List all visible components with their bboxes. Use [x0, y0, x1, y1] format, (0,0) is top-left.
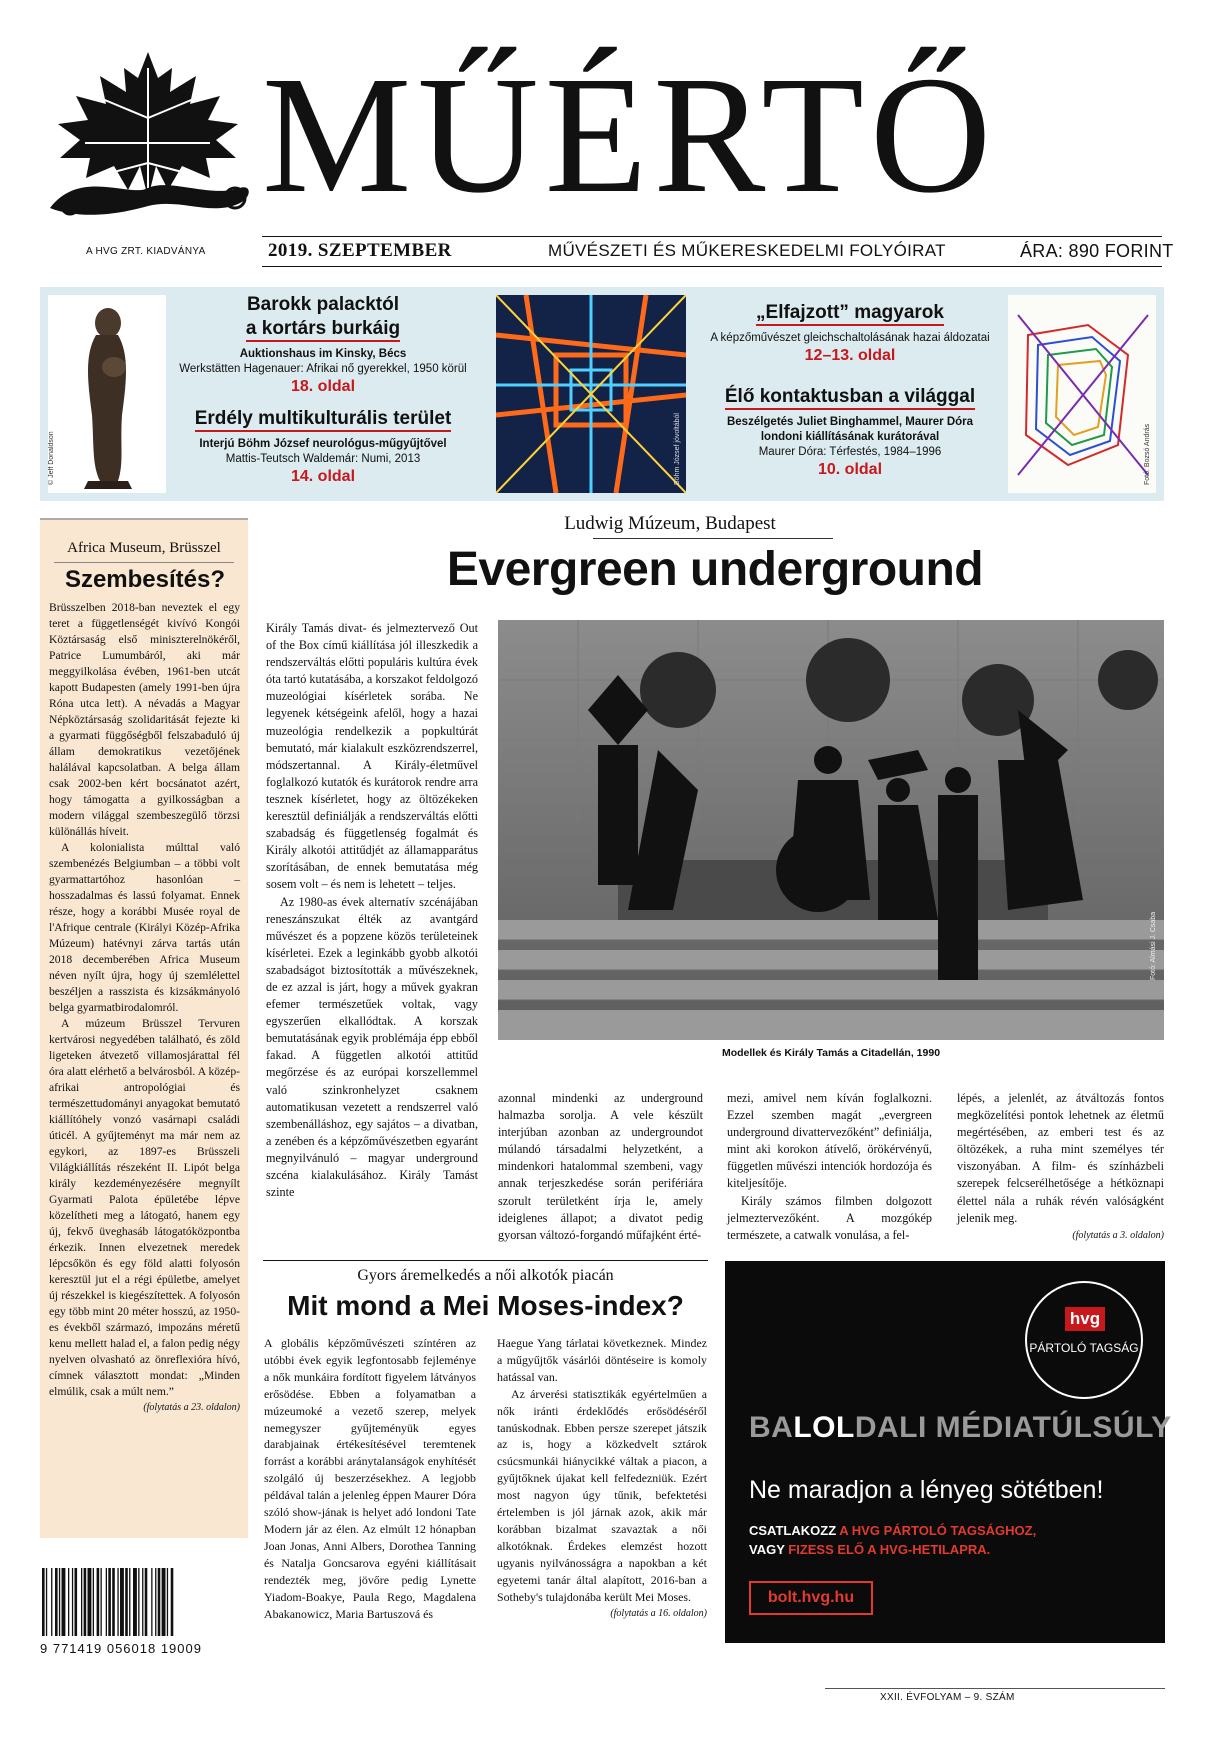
main-headline: Evergreen underground	[446, 543, 984, 596]
teaser-baroque-headline-2: a kortárs burkáig	[246, 318, 400, 342]
teaser-baroque-caption: Werkstätten Hagenauer: Afrikai nő gyerekkel, 1950 körül	[179, 363, 467, 375]
barcode-bar	[151, 1568, 152, 1636]
sidebar-title: Szembesítés?	[64, 566, 226, 593]
barcode-bar	[88, 1568, 92, 1636]
barcode-bar	[51, 1568, 52, 1636]
main-paragraph: Király Tamás divat- és jelmeztervező Out of the Box című kiállítása jól illeszkedik a rendszerváltás előtti populáris kultúra évek óta tartó kutatásába, a korszakot feldolgozó muzeológiai kísérletek sorába. Ne legyenek kétségeink afelől, hogy a hazai muzeológia rendelkezik a popkultúrát bemutató, már kialakult eszközrendszerrel, módszertannal. A Király-életművel foglalkozó kutatók és kurátorok rendre arra tesznek kísérletet, hogy az öltözékeken keresztül definiálják a rendszerváltás előtti szabadság és függetlenség fogalmát és Király alkotói attitűdjét az államapparátus szorításában, de ennek bemutatása még sosem volt – és nem is lehetett – teljes.	[266, 621, 478, 892]
masthead-rule	[262, 236, 1162, 237]
main-continued[interactable]: (folytatás a 3. oldalon)	[1072, 1229, 1164, 1241]
barcode-bar	[101, 1568, 102, 1636]
sidebar-article	[40, 518, 248, 1538]
statue-photo-credit: © Jeff Donaldson	[48, 431, 55, 485]
mei-moses-headline: Mit mond a Mei Moses-index?	[287, 1290, 684, 1321]
barcode-bar	[138, 1568, 139, 1636]
ad-headline-highlight: LOL	[793, 1411, 855, 1444]
mei-moses-kicker: Gyors áremelkedés a női alkotók piacán	[357, 1267, 614, 1284]
main-col-4	[957, 1090, 1164, 1244]
newspaper-title: MŰÉRTŐ	[262, 42, 998, 228]
barcode-bar	[129, 1568, 130, 1636]
barcode-bar	[158, 1568, 161, 1636]
hvg-logo-tag: PÁRTOLÓ TAGSÁG	[1029, 1341, 1139, 1355]
barcode-bar	[84, 1568, 87, 1636]
teaser-baroque-headline-1: Barokk palacktól	[246, 294, 400, 315]
barcode-bar	[142, 1568, 143, 1636]
main-photo[interactable]	[498, 620, 1164, 1040]
teaser-maurer[interactable]	[700, 385, 1000, 480]
ad-shop-button[interactable]: bolt.hvg.hu	[749, 1581, 873, 1615]
maurer-painting-image[interactable]	[1008, 295, 1156, 493]
ad-cta-text: VAGY	[749, 1542, 789, 1557]
barcode-bar	[106, 1568, 107, 1636]
barcode-bar	[117, 1568, 118, 1636]
teaser-maurer-headline: Élő kontaktusban a világgal	[725, 386, 975, 410]
ad-cta-highlight: A HVG PÁRTOLÓ TAGSÁGHOZ,	[839, 1523, 1037, 1538]
mei-moses-paragraph: Haegue Yang tárlatai következnek. Mindez a műgyűjtők vásárlói döntéseire is komoly hatással van.	[497, 1336, 707, 1384]
barcode-bar	[68, 1568, 69, 1636]
abstract-painting-credit: Böhm József jóvoltából	[674, 413, 681, 485]
barcode-bar	[120, 1568, 124, 1636]
barcode-bar	[93, 1568, 94, 1636]
ad-cta-text: CSATLAKOZZ	[749, 1523, 840, 1538]
teaser-erdely[interactable]	[178, 407, 468, 487]
issue-number: XXII. ÉVFOLYAM – 9. SZÁM	[880, 1692, 1015, 1703]
sidebar-kicker-rule	[54, 562, 234, 563]
mei-moses-col-1	[264, 1335, 476, 1622]
abstract-painting-image[interactable]	[496, 295, 686, 493]
barcode-bar	[62, 1568, 66, 1636]
ad-slogan: Ne maradjon a lényeg sötétben!	[749, 1476, 1104, 1504]
sidebar-kicker: Africa Museum, Brüsszel	[67, 540, 221, 556]
barcode-bar	[72, 1568, 73, 1636]
main-paragraph: Az 1980-as évek alternatív szcénájában reneszánszukat élték az avantgárd művészet és a popzene közös területeinek kísérletei. Ezek a leginkább gyobb alkotói szabadságot biztosították a művészeknek, de ez azzal is járt, hogy a művek gyakran efemer természetűek voltak, vagy egyszerűen elkallódtak. A korszak bemutatásának egyik problémája épp ebből fakad. A független alkotói attitűd megőrzése és az európai korszellemmel való szinkronhelyzet csaknem automatikusan vezetett a rendszerrel való szembenálláshoz, egy sajátos – a divatban, a zenében és a képzőművészetben egyaránt megnyilvánuló – magyar underground szcéna kialakulásához. Király Tamást szinte	[266, 894, 478, 1200]
main-photo-caption: Modellek és Király Tamás a Citadellán, 1990	[721, 1047, 941, 1059]
issue-date: 2019. SZEPTEMBER	[268, 240, 452, 261]
teaser-maurer-page: 10. oldal	[817, 461, 883, 478]
hvg-logo: hvg	[1065, 1307, 1105, 1331]
hvg-logo-badge	[1025, 1281, 1143, 1399]
teaser-erdely-sub: Interjú Böhm József neurológus-műgyűjtővel	[199, 438, 447, 450]
masthead-rule-bottom	[262, 266, 1162, 267]
main-paragraph: lépés, a jelenlét, az átváltozás fontos megközelítési pontok lehetnek az életmű megértésében, az emberi test és az öltözékek, a ruha mint személyes tér viszonyában. A film- és színházbeli szerepek felcserélhetősége a hétköznapi élettel nála a ruhák révén valóságként jelenik meg.	[957, 1091, 1164, 1225]
barcode-bar	[46, 1568, 47, 1636]
teaser-elfajzott[interactable]	[700, 301, 1000, 366]
teaser-elfajzott-headline: „Elfajzott” magyarok	[756, 302, 944, 326]
teaser-maurer-sub-2: londoni kiállításának kurátorával	[760, 431, 940, 443]
sidebar-body	[49, 600, 240, 1416]
teaser-elfajzott-sub: A képzőművészet gleichschaltolásának hazai áldozatai	[710, 332, 990, 344]
teaser-baroque-page: 18. oldal	[290, 378, 356, 395]
mei-moses-paragraph: A globális képzőművészeti színtéren az utóbbi évek egyik legfontosabb fejleménye a nők munkáira fordított figyelem látványos erősödése. Ebben a folyamatban a múzeumoké a vezető szerep, melyek nemegyszer gyűjteményük egyes darabjainak értékesítésével teremtenek forrást a korábbi aránytalanságok enyhítését szolgáló új beszerzésekhez. A legjobb példával talán a jelenleg éppen Maurer Dóra szóló show-jának is helyet adó londoni Tate Modern jár az élen. Az elmúlt 12 hónapban Joan Jonas, Anni Albers, Dorothea Tanning és Natalja Goncsarova egyéni kiállításait rendezték meg, jövőre pedig Lynette Yiadom-Boakye, Paula Rego, Magdalena Abakanowicz, Maria Bartuszová és	[264, 1336, 476, 1621]
sidebar-paragraph: A múzeum Brüsszel Tervuren kertvárosi negyedében található, és zöld ligeteken átvezető villamosjárattal fél óra alatt elérhető a belvárosból. A közép-afrikai antropológiai és természettudományi anyagokat bemutató kiállítóhely vonzó vasárnapi családi úticél. A gyűjteményt ma már nem az egykori, az 1897-es Brüsszeli Világkiállítás részeként II. Lipót belga király kezdeményezésére megnyílt Gyarmati Palota épületébe lépve közelítheti meg a látogató, hanem egy új, fekvő üveghasáb látogatóközpontba érkezik. Innen elvezetnek meredek lépcsőkön és egy föld alatti folyosón keresztül jut el a régi épületbe, amelyet új részekkel is kiegészítettek. A folyosón egy több mint 20 méter hosszú, az 1950-es évekből származó, impozáns méretű kenu mellett halad el, a falon pedig négy nyelven olvasható az önreflexióra hívó, címnek választott mondat: „Minden elmúlik, csak a múlt nem.”	[49, 1017, 240, 1398]
main-paragraph: mezi, amivel nem kíván foglalkozni. Ezzel szemben magát „evergreen underground divattervezőként” definiálja, mint aki korokon átívelő, örökérvényű, független művészi intenciók hordozója és kiteljesítője.	[727, 1091, 932, 1191]
barcode-bar	[55, 1568, 58, 1636]
teaser-elfajzott-page: 12–13. oldal	[804, 347, 896, 364]
barcode-bar	[108, 1568, 111, 1636]
barcode-bar	[171, 1568, 174, 1636]
teaser-erdely-page: 14. oldal	[290, 468, 356, 485]
barcode-bar	[97, 1568, 100, 1636]
ad-headline	[749, 1411, 1172, 1445]
masthead-subtitle: MŰVÉSZETI ÉS MŰKERESKEDELMI FOLYÓIRAT	[548, 241, 946, 260]
maurer-photo-credit: Fotó: Bozsó András	[1144, 423, 1151, 485]
main-photo-credit: Fotó: Almási J. Csaba	[1150, 911, 1157, 980]
barcode-bar	[125, 1568, 128, 1636]
sidebar-paragraph: Brüsszelben 2018-ban neveztek el egy teret a függetlenségét kivívó Kongói Köztársaság első miniszterelnökéről, Patrice Lumumbáról, aki már meggyilkolása évében, 1961-ben utcát kapott Budapesten (amely 1991-ben újra Róna utca lett). A névadás a Magyar Népköztársaság szolidaritását fejezte ki a gyarmati függőségből felszabaduló új állam demokratikus vezetőjének halálával kapcsolatban. A belga állam csak 2002-ben kért bocsánatot azért, hogy támogatta a gyilkosságban a modern világgal szembeszegülő törzsi különállás híveit.	[49, 601, 240, 838]
teaser-erdely-caption: Mattis-Teutsch Waldemár: Numi, 2013	[225, 453, 421, 465]
mei-moses-continued[interactable]: (folytatás a 16. oldalon)	[610, 1607, 707, 1619]
ad-cta-highlight: FIZESS ELŐ A HVG-HETILAPRA.	[788, 1542, 991, 1557]
ad-headline-part: BA	[749, 1411, 794, 1444]
teaser-strip	[40, 287, 1164, 501]
mei-moses-col-2	[497, 1335, 707, 1622]
barcode-bar	[112, 1568, 115, 1636]
barcode-bar	[133, 1568, 137, 1636]
price-label: ÁRA: 890 FORINT	[1020, 241, 1174, 261]
ad-headline-part: DALI MÉDIATÚLSÚLY	[854, 1411, 1172, 1444]
hvg-advertisement[interactable]	[725, 1261, 1172, 1643]
barcode-bar	[155, 1568, 156, 1636]
main-paragraph: azonnal mindenki az underground halmazba sorolja. A vele készült interjúban azonban az undergroundot múlandó társadalmi helyzetként, a mindenkori hatalommal szembeni, vagy annak terjeszkedése során perifériára szorult területként írja le, amely ideiglenes állapot; a divatot pedig gyorsan változó-forgandó műfajként érté-	[498, 1091, 703, 1242]
barcode-bar	[75, 1568, 78, 1636]
barcode-bar	[81, 1568, 82, 1636]
barcode-bar	[145, 1568, 148, 1636]
main-kicker-rule	[593, 538, 833, 539]
barcode-bar	[162, 1568, 166, 1636]
barcode	[40, 1568, 248, 1636]
statue-figure-icon	[48, 295, 166, 493]
teaser-maurer-sub-1: Beszélgetés Juliet Binghammel, Maurer Dóra	[726, 416, 974, 428]
main-paragraph: Király számos filmben dolgozott jelmeztervezőként. A mozgókép természete, a catwalk vonulása, a fel-	[727, 1193, 932, 1242]
main-kicker: Ludwig Múzeum, Budapest	[564, 513, 776, 534]
main-col-3	[727, 1090, 932, 1244]
mei-moses-paragraph: Az árverési statisztikák egyértelműen a nők iránti érdeklődés erősödéséről tanúskodnak. Ebben persze szerepet játszik az is, hogy a közkedvelt sztárok csúcsmunkái hiánycikké váltak a piacon, a gyűjtőknek újakat kell felfedezniük. Ezért most nagyon úgy tűnik, befektetési értelemben is jól járnak azok, akik már korábban bizalmat szavaztak a női alkotóknak. Érdekes elemzést hozott ugyanis nyilvánosságra a napokban a két egyetemi tanár által alapított, 2016-ban a Sotheby's tulajdonába került Mei Moses.	[497, 1386, 707, 1604]
main-col-1	[266, 620, 478, 1201]
barcode-bar	[167, 1568, 168, 1636]
teaser-maurer-caption: Maurer Dóra: Térfestés, 1984–1996	[758, 446, 942, 458]
main-photo-scene	[498, 620, 1164, 1040]
publisher-label: A HVG ZRT. KIADVÁNYA	[86, 246, 206, 257]
main-col-2	[498, 1090, 703, 1244]
maurer-painting-icon	[1008, 295, 1156, 493]
barcode-digits: 9 771419 056018 19009	[40, 1641, 202, 1656]
teaser-baroque[interactable]	[178, 293, 468, 397]
maple-leaf-logo	[40, 48, 255, 223]
sidebar-paragraph: A kolonialista múlttal való szembenézés Belgiumban – a többi volt gyarmattartóhoz hasonlóan – hosszadalmas és lassú folyamat. Ennek része, hogy a korábbi Musée royal de l'Afrique centrale (Királyi Közép-Afrika Múzeum) hatévnyi zárva tartás után 2018 decemberében Africa Museum néven nyílt újra, hogy új szemlélettel beszéljen a rasszista és kizsákmányoló belga gyarmatbirodalomról.	[49, 841, 240, 1014]
statue-image[interactable]	[48, 295, 166, 493]
mei-moses-rule	[263, 1260, 708, 1261]
sidebar-continued[interactable]: (folytatás a 23. oldalon)	[143, 1402, 240, 1413]
abstract-painting-icon	[496, 295, 686, 493]
barcode-bar	[59, 1568, 60, 1636]
teaser-baroque-sub: Auktionshaus im Kinsky, Bécs	[239, 348, 407, 360]
footer-rule	[825, 1688, 1165, 1689]
teaser-erdely-headline: Erdély multikulturális terület	[195, 408, 452, 432]
barcode-bar	[42, 1568, 45, 1636]
ad-call-to-action	[749, 1521, 1036, 1559]
